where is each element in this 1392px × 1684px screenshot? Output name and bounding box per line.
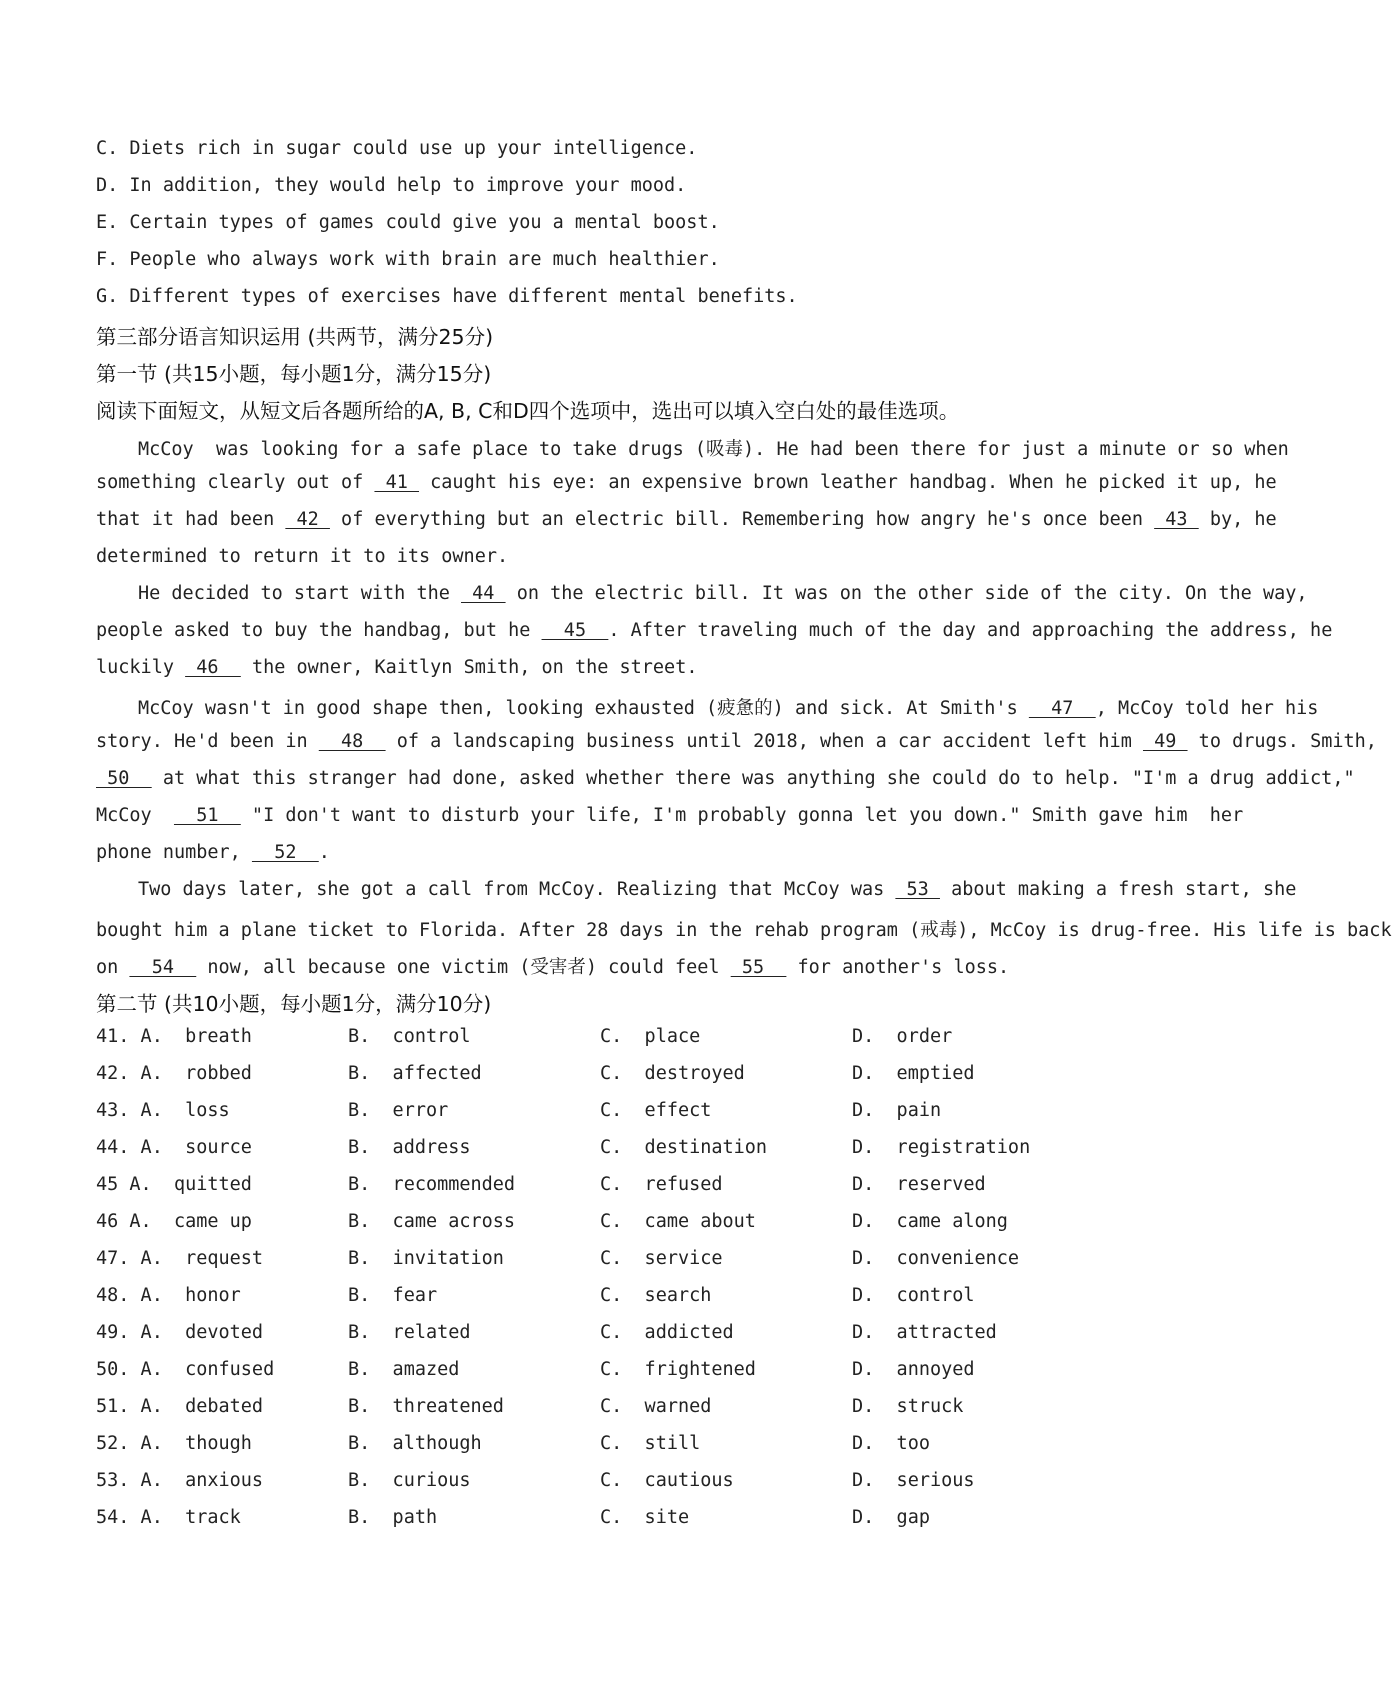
option-c: C. destination — [600, 1137, 768, 1158]
option-a: 52. A. though — [96, 1433, 252, 1454]
option-d: D. control — [852, 1285, 975, 1306]
passage-line: phone number, 52 . — [96, 842, 330, 863]
option-b: B. came across — [348, 1211, 516, 1232]
passage-line: on 54 now, all because one victim (受害者) could feel 55 for another's loss. — [96, 957, 1010, 978]
option-a: 53. A. anxious — [96, 1470, 264, 1491]
option-a: 51. A. debated — [96, 1396, 264, 1417]
option-c: C. service — [600, 1248, 723, 1269]
option-b: B. control — [348, 1026, 471, 1047]
passage-line: 50 at what this stranger had done, asked whether there was anything she could do to help. "I'm a drug addict," — [96, 768, 1355, 789]
option-a: 50. A. confused — [96, 1359, 275, 1380]
instruction: 阅读下面短文，从短文后各题所给的A, B, C和D四个选项中，选出可以填入空白处的最佳选项。 — [96, 399, 960, 423]
option-a: 48. A. honor — [96, 1285, 241, 1306]
option-d: D. reserved — [852, 1174, 986, 1195]
option-d: D. registration — [852, 1137, 1031, 1158]
section-title: 第二节 (共10小题，每小题1分，满分10分) — [96, 992, 492, 1016]
question-row — [96, 1100, 1176, 1130]
section-title: 第一节 (共15小题，每小题1分，满分15分) — [96, 362, 492, 386]
passage-line: He decided to start with the 44 on the electric bill. It was on the other side of the city. On the way, — [138, 583, 1308, 604]
passage-line: Two days later, she got a call from McCoy. Realizing that McCoy was 53 about making a fresh start, she — [138, 879, 1297, 900]
option-d: D. came along — [852, 1211, 1008, 1232]
option-b: B. invitation — [348, 1248, 504, 1269]
blank-43: 43 — [1154, 509, 1199, 530]
option-d: D. emptied — [852, 1063, 975, 1084]
option-c: C. frightened — [600, 1359, 756, 1380]
option-d: D. struck — [852, 1396, 964, 1417]
option-c: C. search — [600, 1285, 712, 1306]
option-b: B. threatened — [348, 1396, 504, 1417]
option-b: B. although — [348, 1433, 482, 1454]
option-d: D. serious — [852, 1470, 975, 1491]
option-b: B. address — [348, 1137, 471, 1158]
option-line-e: E. Certain types of games could give you a mental boost. — [96, 212, 720, 233]
question-row — [96, 1433, 1176, 1463]
question-row — [96, 1507, 1176, 1537]
question-row — [96, 1285, 1176, 1315]
option-b: B. amazed — [348, 1359, 460, 1380]
option-c: C. came about — [600, 1211, 756, 1232]
option-c: C. destroyed — [600, 1063, 745, 1084]
option-d: D. convenience — [852, 1248, 1020, 1269]
option-b: B. affected — [348, 1063, 482, 1084]
blank-50: 50 — [96, 768, 152, 789]
question-row — [96, 1396, 1176, 1426]
option-a: 43. A. loss — [96, 1100, 230, 1121]
question-row — [96, 1211, 1176, 1241]
option-line-g: G. Different types of exercises have different mental benefits. — [96, 286, 798, 307]
blank-52: 52 — [251, 842, 319, 863]
option-line-d: D. In addition, they would help to improve your mood. — [96, 175, 687, 196]
blank-42: 42 — [285, 509, 330, 530]
option-c: C. warned — [600, 1396, 712, 1417]
blank-44: 44 — [461, 583, 506, 604]
question-row — [96, 1322, 1176, 1352]
option-c: C. cautious — [600, 1470, 734, 1491]
passage-line: that it had been 42 of everything but an electric bill. Remembering how angry he's once been 43 by, he — [96, 509, 1277, 530]
passage-line: people asked to buy the handbag, but he 45 . After traveling much of the day and approaching the address, he — [96, 620, 1333, 641]
option-a: 41. A. breath — [96, 1026, 252, 1047]
passage-line: luckily 46 the owner, Kaitlyn Smith, on the street. — [96, 657, 698, 678]
option-c: C. effect — [600, 1100, 712, 1121]
blank-55: 55 — [730, 957, 787, 978]
question-row — [96, 1063, 1176, 1093]
option-a: 47. A. request — [96, 1248, 264, 1269]
blank-51: 51 — [173, 805, 241, 826]
passage-line: something clearly out of 41 caught his eye: an expensive brown leather handbag. When he picked it up, he — [96, 472, 1277, 493]
question-row — [96, 1470, 1176, 1500]
blank-47: 47 — [1028, 698, 1096, 719]
option-b: B. recommended — [348, 1174, 516, 1195]
option-line-c: C. Diets rich in sugar could use up your intelligence. — [96, 138, 698, 159]
option-d: D. annoyed — [852, 1359, 975, 1380]
option-b: B. fear — [348, 1285, 438, 1306]
option-c: C. site — [600, 1507, 690, 1528]
option-c: C. place — [600, 1026, 701, 1047]
blank-49: 49 — [1142, 731, 1188, 752]
option-d: D. attracted — [852, 1322, 997, 1343]
part-title: 第三部分语言知识运用 (共两节，满分25分) — [96, 325, 494, 349]
option-b: B. curious — [348, 1470, 471, 1491]
option-d: D. gap — [852, 1507, 930, 1528]
passage-line: story. He'd been in 48 of a landscaping business until 2018, when a car accident left him 49 to drugs. Smith, — [96, 731, 1377, 752]
blank-45: 45 — [541, 620, 609, 641]
question-row — [96, 1248, 1176, 1278]
blank-46: 46 — [185, 657, 241, 678]
option-d: D. too — [852, 1433, 930, 1454]
option-c: C. refused — [600, 1174, 723, 1195]
passage-line: McCoy 51 "I don't want to disturb your life, I'm probably gonna let you down." Smith gave him her — [96, 805, 1244, 826]
passage-line: McCoy wasn't in good shape then, looking exhausted (疲惫的) and sick. At Smith's 47 , McCoy told her his — [138, 698, 1319, 719]
blank-53: 53 — [895, 879, 940, 900]
option-a: 44. A. source — [96, 1137, 252, 1158]
question-row — [96, 1359, 1176, 1389]
option-d: D. order — [852, 1026, 953, 1047]
blank-48: 48 — [318, 731, 386, 752]
option-a: 49. A. devoted — [96, 1322, 264, 1343]
passage-line: bought him a plane ticket to Florida. After 28 days in the rehab program (戒毒), McCoy is drug-free. His life is back — [96, 920, 1392, 941]
blank-54: 54 — [129, 957, 197, 978]
question-row — [96, 1174, 1176, 1204]
question-row — [96, 1026, 1176, 1056]
passage-line: determined to return it to its owner. — [96, 546, 509, 567]
option-d: D. pain — [852, 1100, 942, 1121]
option-c: C. addicted — [600, 1322, 734, 1343]
passage-line: McCoy was looking for a safe place to take drugs (吸毒). He had been there for just a minute or so when — [138, 439, 1289, 460]
option-b: B. error — [348, 1100, 449, 1121]
option-b: B. related — [348, 1322, 471, 1343]
option-a: 42. A. robbed — [96, 1063, 252, 1084]
blank-41: 41 — [374, 472, 420, 493]
question-row — [96, 1137, 1176, 1167]
option-b: B. path — [348, 1507, 438, 1528]
option-a: 45 A. quitted — [96, 1174, 252, 1195]
option-c: C. still — [600, 1433, 701, 1454]
option-line-f: F. People who always work with brain are much healthier. — [96, 249, 720, 270]
option-a: 46 A. came up — [96, 1211, 252, 1232]
option-a: 54. A. track — [96, 1507, 241, 1528]
